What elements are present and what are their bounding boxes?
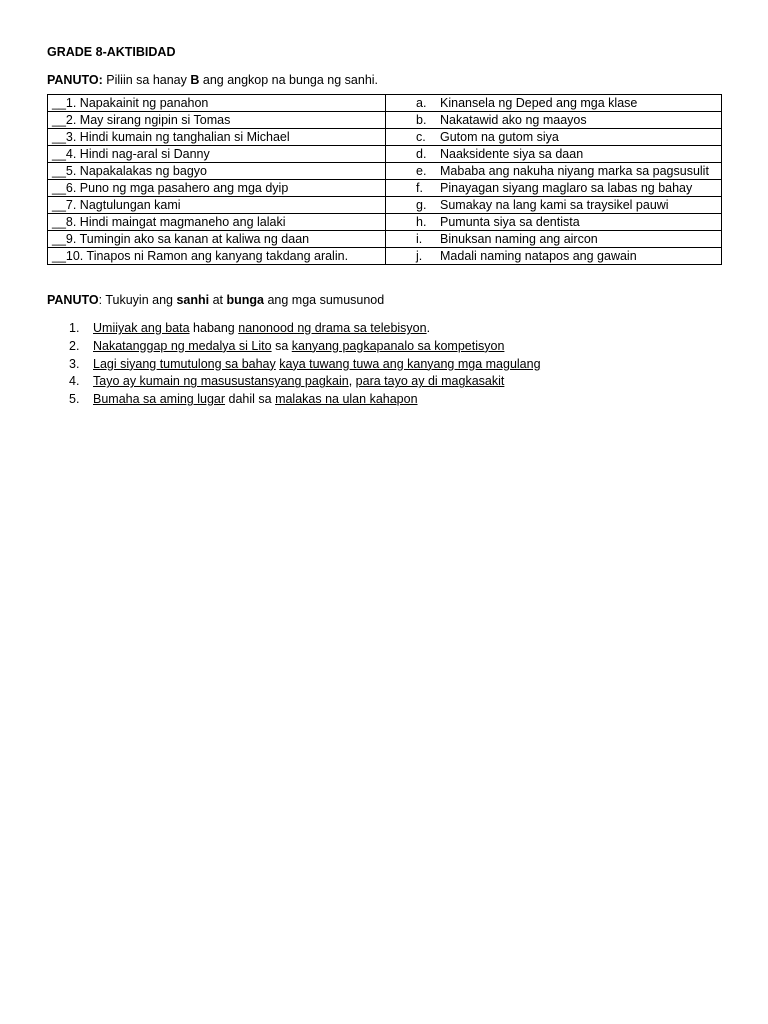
column-a-cell: __2. May sirang ngipin si Tomas: [48, 112, 386, 129]
choice-text: Sumakay na lang kami sa traysikel pauwi: [440, 197, 669, 212]
choice-letter: c.: [416, 129, 426, 144]
column-a-cell: __9. Tumingin ako sa kanan at kaliwa ng daan: [48, 231, 386, 248]
instruction-bold-letter: B: [190, 73, 200, 87]
instruction-matching: [47, 72, 723, 88]
choice-text: Kinansela ng Deped ang mga klase: [440, 95, 638, 110]
page-title: GRADE 8-AKTIBIDAD: [47, 45, 176, 59]
underlined-phrase: kanyang pagkapanalo sa kompetisyon: [291, 338, 505, 353]
instruction2-bold-bunga: bunga: [226, 293, 264, 307]
choice-text: Gutom na gutom siya: [440, 129, 559, 144]
table-row: [48, 146, 722, 163]
column-b-cell: [386, 129, 722, 146]
choice-text: Pumunta siya sa dentista: [440, 214, 580, 229]
choice-letter: f.: [416, 180, 423, 195]
column-b-cell: [386, 197, 722, 214]
choice-text: Pinayagan siyang maglaro sa labas ng bahay: [440, 180, 693, 195]
underlined-phrase: malakas na ulan kahapon: [275, 392, 418, 407]
column-b-cell: [386, 163, 722, 180]
choice-letter: a.: [416, 95, 427, 110]
item-number: 1.: [69, 321, 80, 335]
connector-text: .: [426, 321, 431, 335]
instruction-text-after: ang angkop na bunga ng sanhi.: [199, 73, 379, 87]
list-item: [47, 338, 723, 356]
underlined-phrase: kaya tuwang tuwa ang kanyang mga magulang: [279, 356, 541, 371]
column-b-cell: [386, 214, 722, 231]
item-number: 4.: [69, 374, 80, 389]
choice-letter: b.: [416, 112, 427, 127]
choice-letter: i.: [416, 231, 423, 246]
table-row: [48, 214, 722, 231]
table-row: [48, 180, 722, 197]
instruction2-text2: at: [209, 293, 227, 307]
choice-letter: d.: [416, 146, 427, 161]
column-b-cell: [386, 180, 722, 197]
underlined-phrase: nanonood ng drama sa telebisyon: [238, 321, 427, 335]
list-item: [47, 320, 723, 338]
choice-letter: j.: [416, 248, 423, 263]
table-row: [48, 248, 722, 265]
underlined-phrase: para tayo ay di magkasakit: [355, 374, 505, 389]
choice-letter: g.: [416, 197, 427, 212]
choice-letter: h.: [416, 214, 427, 229]
instruction2-label: PANUTO: [47, 293, 99, 307]
table-row: [48, 197, 722, 214]
table-row: [48, 163, 722, 180]
choice-text: Nakatawid ako ng maayos: [440, 112, 587, 127]
item-number: 2.: [69, 338, 80, 353]
column-a-cell: __10. Tinapos ni Ramon ang kanyang takdang aralin.: [48, 248, 386, 265]
connector-text: sa: [271, 338, 292, 353]
instruction-text-before: Piliin sa hanay: [102, 73, 191, 87]
choice-text: Mababa ang nakuha niyang marka sa pagsusulit: [440, 163, 709, 178]
underlined-phrase: Nakatanggap ng medalya si Lito: [93, 338, 272, 353]
column-b-cell: [386, 112, 722, 129]
list-item: [47, 391, 723, 409]
instruction2-text1: : Tukuyin ang: [98, 293, 177, 307]
underlined-phrase: Umiiyak ang bata: [93, 321, 190, 335]
underlined-phrase: Bumaha sa aming lugar: [93, 392, 226, 407]
choice-text: Binuksan naming ang aircon: [440, 231, 598, 246]
column-b-cell: [386, 231, 722, 248]
table-row: [48, 95, 722, 112]
column-a-cell: __5. Napakalakas ng bagyo: [48, 163, 386, 180]
connector-text: habang: [189, 321, 239, 335]
worksheet-page: [47, 44, 723, 409]
cause-effect-list: [47, 320, 723, 409]
column-b-cell: [386, 146, 722, 163]
table-row: [48, 231, 722, 248]
matching-table: [47, 94, 722, 265]
column-a-cell: __7. Nagtulungan kami: [48, 197, 386, 214]
connector-text: dahil sa: [225, 392, 276, 407]
item-number: 5.: [69, 392, 80, 407]
column-a-cell: __6. Puno ng mga pasahero ang mga dyip: [48, 180, 386, 197]
instruction2-text3: ang mga sumusunod: [263, 293, 385, 307]
instruction2-bold-sanhi: sanhi: [176, 293, 210, 307]
column-a-cell: __8. Hindi maingat magmaneho ang lalaki: [48, 214, 386, 231]
choice-text: Naaksidente siya sa daan: [440, 146, 584, 161]
list-item: [47, 356, 723, 374]
underlined-phrase: Lagi siyang tumutulong sa bahay: [93, 356, 276, 371]
choice-letter: e.: [416, 163, 427, 178]
item-number: 3.: [69, 356, 80, 371]
column-a-cell: __4. Hindi nag-aral si Danny: [48, 146, 386, 163]
instruction-label: PANUTO:: [47, 73, 103, 87]
column-a-cell: __3. Hindi kumain ng tanghalian si Michael: [48, 129, 386, 146]
underlined-phrase: Tayo ay kumain ng masusustansyang pagkain: [93, 374, 349, 389]
table-row: [48, 129, 722, 146]
column-b-cell: [386, 95, 722, 112]
list-item: [47, 373, 723, 391]
instruction-cause-effect: [47, 292, 723, 308]
column-b-cell: [386, 248, 722, 265]
column-a-cell: __1. Napakainit ng panahon: [48, 95, 386, 112]
choice-text: Madali naming natapos ang gawain: [440, 248, 637, 263]
connector-text: ,: [348, 374, 356, 389]
table-row: [48, 112, 722, 129]
